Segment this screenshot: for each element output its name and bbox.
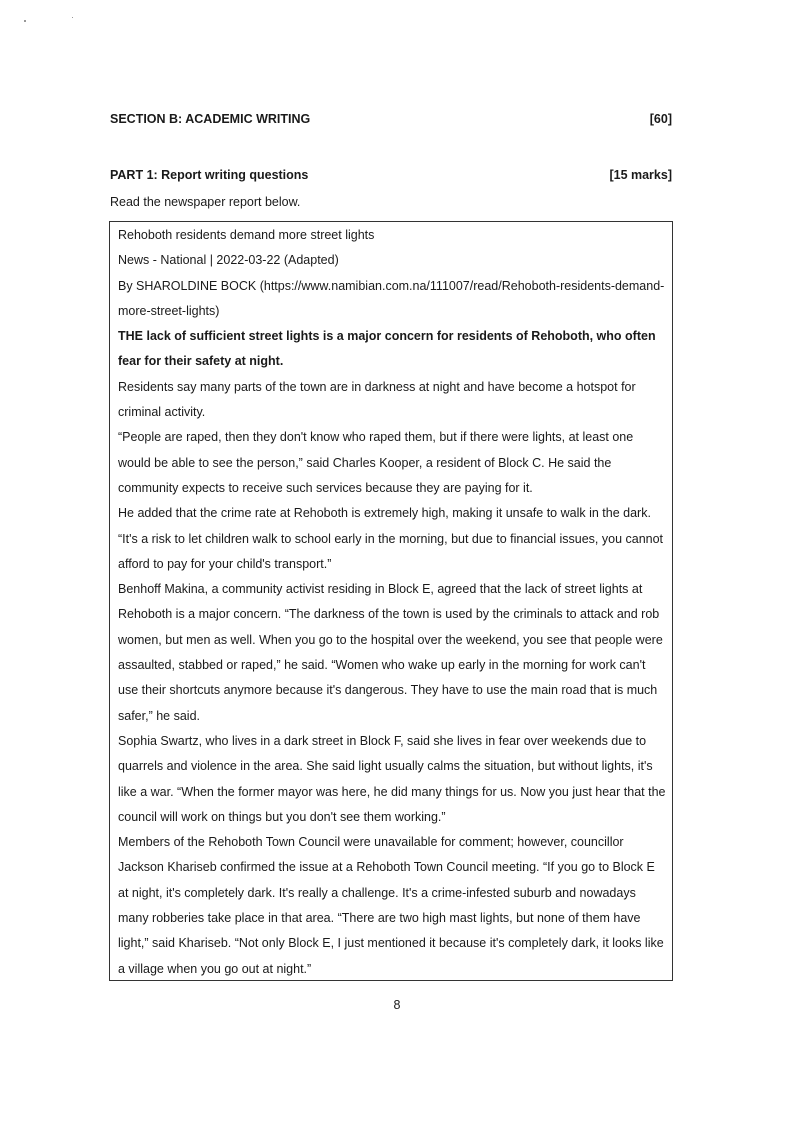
- part-heading: [110, 168, 672, 182]
- part-marks: [15 marks]: [609, 168, 672, 182]
- newspaper-report-box: [109, 221, 673, 981]
- article-paragraph: Benhoff Makina, a community activist residing in Block E, agreed that the lack of street lights at Rehoboth is a major concern. “The darkness of the town is used by the criminals to attack and rob women, but men as well. When you go to the hospital over the weekend, you see that people were assaulted, stabbed or raped,” he said. “Women who wake up early in the morning for work can't use their shortcuts anymore because it's dangerous. They have to use the main road that is much safer,” he said.: [118, 582, 663, 723]
- article-paragraph: Residents say many parts of the town are in darkness at night and have become a hotspot for criminal activity.: [118, 379, 636, 420]
- article-paragraph: Members of the Rehoboth Town Council were unavailable for comment; however, councillor Jackson Khariseb confirmed the issue at a Rehoboth Town Council meeting. “If you go to Block E at night, it's completely dark. It's really a challenge. It's a crime-infested suburb and nowadays many robberies take place in that area. “There are two high mast lights, but none of them have light,” said Khariseb. “Not only Block E, I just mentioned it because it's completely dark, it looks like a village when you go out at night.”: [118, 835, 664, 976]
- scan-speck: [24, 20, 26, 22]
- section-heading: [110, 112, 672, 126]
- article-paragraph: Sophia Swartz, who lives in a dark street in Block F, said she lives in fear over weekends due to quarrels and violence in the area. She said light usually calms the situation, but without lights, it's like a war. “When the former mayor was here, he did many things for us. Now you just hear that the council will work on things but you don't see them working.”: [118, 733, 666, 824]
- section-marks: [60]: [649, 112, 672, 126]
- article-paragraph: He added that the crime rate at Rehoboth is extremely high, making it unsafe to walk in the dark. “It's a risk to let children walk to school early in the morning, but due to financial issues, you cannot afford to pay for your child's transport.”: [118, 506, 664, 571]
- article-paragraph: “People are raped, then they don't know who raped them, but if there were lights, at least one would be able to see the person,” said Charles Kooper, a resident of Block C. He said the community expects to receive such services because they are paying for it.: [118, 430, 634, 495]
- part-title: PART 1: Report writing questions: [110, 168, 309, 182]
- instruction-text: Read the newspaper report below.: [110, 195, 301, 209]
- article-byline: By SHAROLDINE BOCK (https://www.namibian.com.na/111007/read/Rehoboth-residents-demand-more-street-lights): [118, 278, 665, 318]
- section-title: SECTION B: ACADEMIC WRITING: [110, 112, 311, 126]
- article-lead: THE lack of sufficient street lights is a major concern for residents of Rehoboth, who often fear for their safety at night.: [118, 329, 656, 369]
- article-headline: Rehoboth residents demand more street lights: [118, 228, 375, 242]
- article-meta: News - National | 2022-03-22 (Adapted): [118, 253, 339, 268]
- page-number: 8: [393, 998, 401, 1012]
- scan-speck: [72, 17, 73, 18]
